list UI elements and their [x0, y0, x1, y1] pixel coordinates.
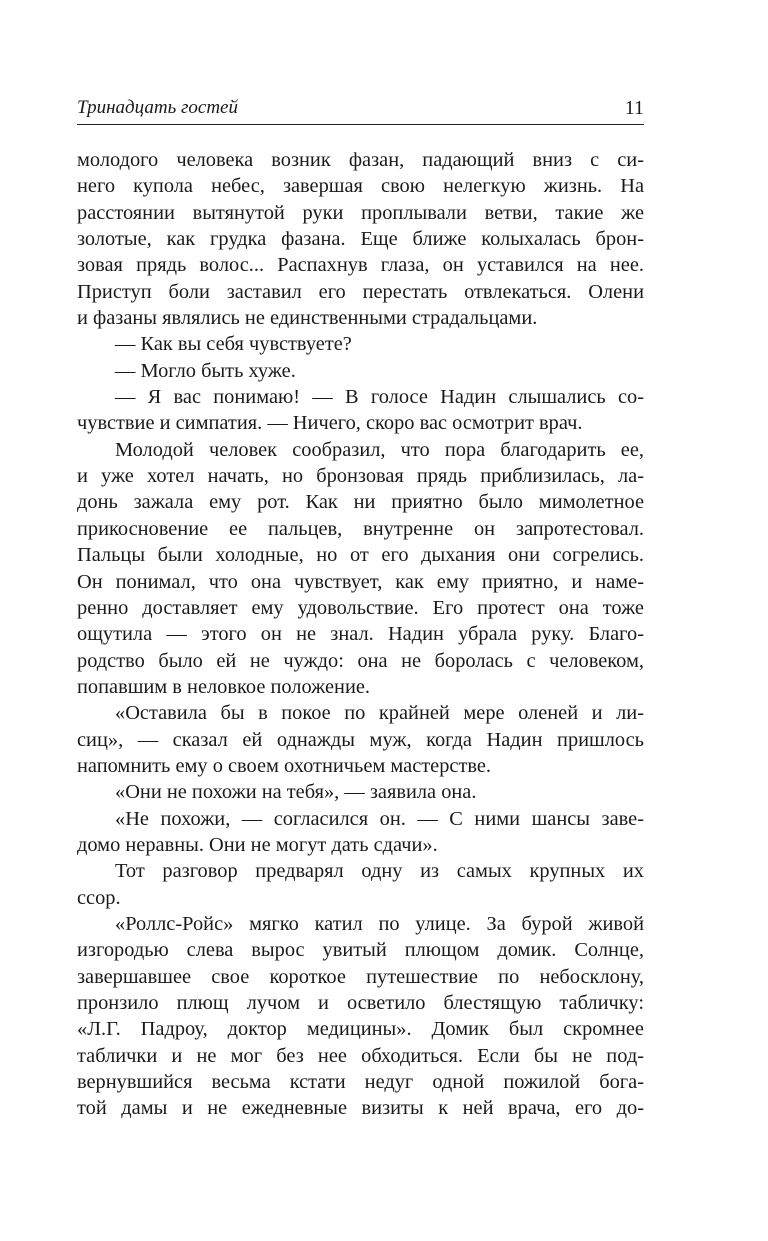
text-line: — Как вы себя чувствуете?: [115, 333, 352, 356]
text-line: расстоянии вытянутой руки проплывали ветви, такие же: [77, 201, 644, 224]
text-line: родство было ей не чуждо: она не боролась с человеком,: [77, 649, 644, 672]
text-line: «Роллс-Ройс» мягко катил по улице. За бурой живой: [115, 912, 644, 935]
text-line: сиц», — сказал ей однажды муж, когда Надин пришлось: [77, 728, 644, 751]
text-line: той дамы и не ежедневные визиты к ней врача, его до-: [77, 1097, 644, 1120]
text-line: и фазаны являлись не единственными страдальцами.: [77, 307, 538, 330]
text-line: — Я вас понимаю! — В голосе Надин слышались со-: [115, 386, 644, 409]
text-line: попавшим в неловкое положение.: [77, 675, 371, 698]
text-line: напомнить ему о своем охотничьем мастерстве.: [77, 754, 492, 777]
text-line: и уже хотел начать, но бронзовая прядь приблизилась, ла-: [77, 465, 644, 488]
text-line: прикосновение ее пальцев, внутренне он запротестовал.: [77, 517, 644, 540]
text-line: ссор.: [77, 886, 121, 909]
text-line: чувствие и симпатия. — Ничего, скоро вас осмотрит врач.: [77, 412, 583, 435]
running-title: Тринадцать гостей: [77, 97, 238, 118]
text-line: домо неравны. Они не могут дать сдачи».: [77, 833, 438, 856]
text-line: изгородью слева вырос увитый плющом домик. Солнце,: [77, 939, 644, 962]
text-line: ренно доставляет ему удовольствие. Его протест она тоже: [77, 596, 644, 619]
text-line: Пальцы были холодные, но от его дыхания они согрелись.: [77, 544, 644, 567]
text-line: него купола небес, завершая свою нелегкую жизнь. На: [77, 175, 644, 198]
text-line: «Оставила бы в покое по крайней мере оленей и ли-: [115, 702, 644, 725]
running-header: [77, 96, 644, 125]
text-line: «Не похожи, — согласился он. — С ними шансы заве-: [115, 807, 644, 830]
text-line: пронзило плющ лучом и осветило блестящую табличку:: [77, 992, 644, 1014]
text-line: ощутила — этого он не знал. Надин убрала руку. Благо-: [77, 623, 644, 646]
text-line: Приступ боли заставил его перестать отвлекаться. Олени: [77, 280, 644, 303]
body-text: [77, 147, 644, 1122]
text-line: вернувшийся весьма кстати недуг одной пожилой бога-: [77, 1071, 644, 1094]
text-line: «Л.Г. Падроу, доктор медицины». Домик был скромнее: [77, 1018, 644, 1041]
page-number: 11: [624, 97, 644, 119]
text-line: завершавшее свое короткое путешествие по небосклону,: [77, 965, 644, 988]
text-line: молодого человека возник фазан, падающий вниз с си-: [77, 149, 644, 171]
text-line: «Они не похожи на тебя», — заявила она.: [115, 781, 477, 804]
text-line: — Могло быть хуже.: [115, 359, 296, 382]
text-line: Он понимал, что она чувствует, как ему приятно, и наме-: [77, 570, 644, 593]
text-line: Молодой человек сообразил, что пора благодарить ее,: [115, 438, 644, 461]
text-line: таблички и не мог без нее обходиться. Если бы не под-: [77, 1044, 644, 1067]
text-line: зовая прядь волос... Распахнув глаза, он уставился на нее.: [77, 254, 644, 277]
text-line: золотые, как грудка фазана. Еще ближе колыхалась брон-: [77, 228, 644, 251]
text-line: донь зажала ему рот. Как ни приятно было мимолетное: [77, 491, 644, 514]
text-line: Тот разговор предварял одну из самых крупных их: [115, 860, 644, 883]
